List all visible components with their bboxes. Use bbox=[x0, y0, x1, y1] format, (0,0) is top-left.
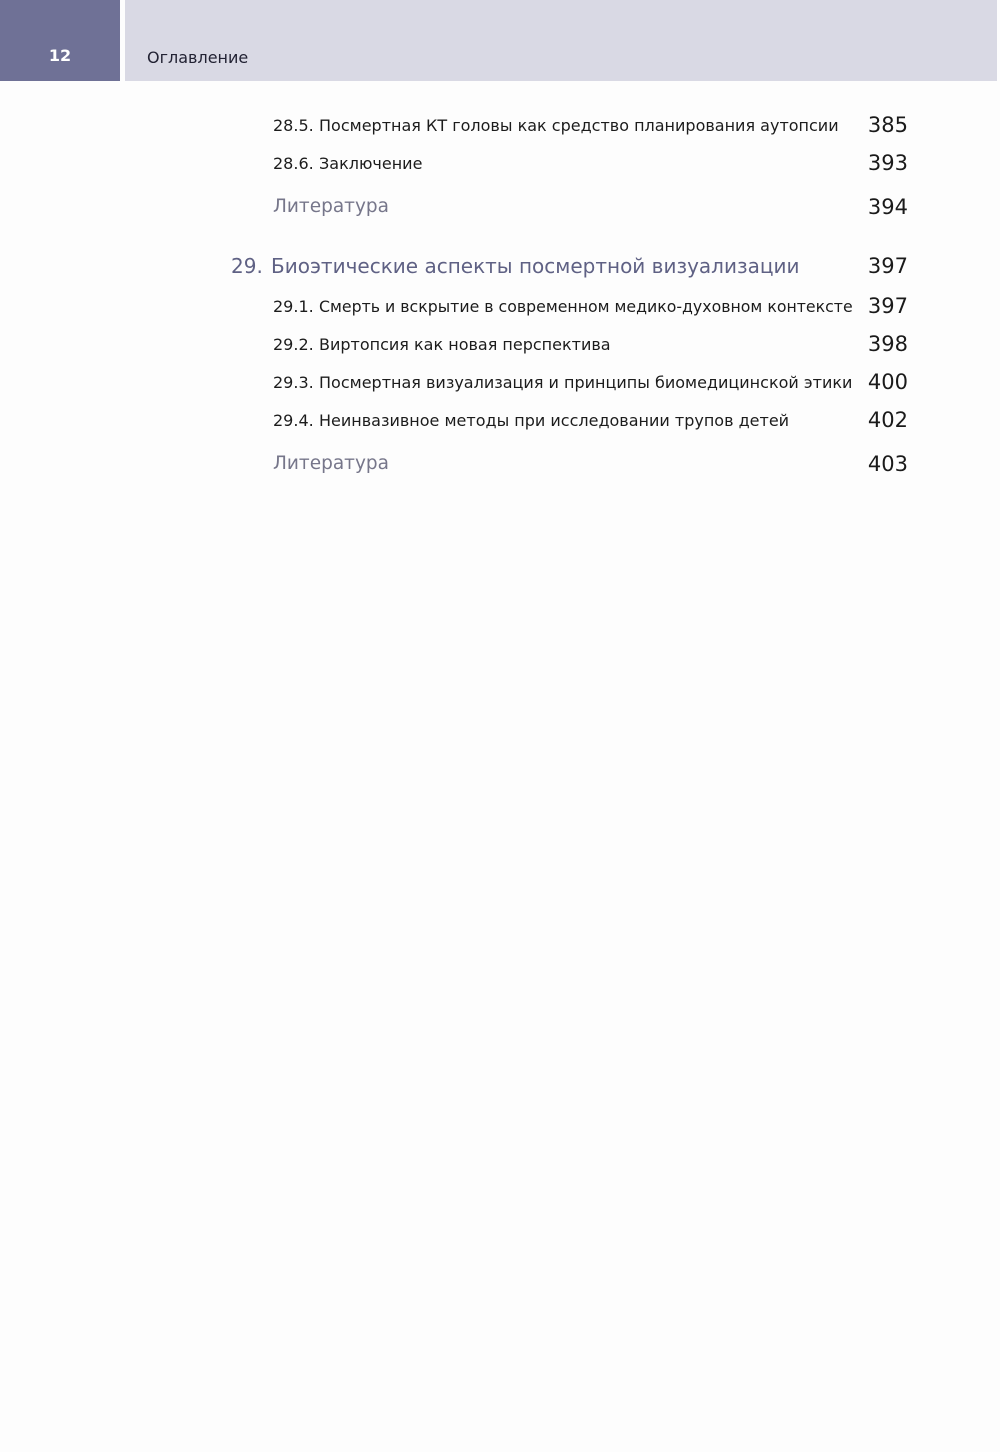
section-title-band bbox=[125, 0, 997, 81]
toc-entry-number: 28.5. bbox=[273, 116, 314, 135]
toc-entry-number: 29.2. bbox=[273, 335, 314, 354]
toc-entry-page: 403 bbox=[867, 452, 908, 476]
toc-chapter-title: Биоэтические аспекты посмертной визуализации bbox=[271, 254, 800, 278]
toc-entry-page: 398 bbox=[867, 332, 908, 356]
toc-entry-title: Заключение bbox=[319, 154, 423, 173]
toc-chapter-number: 29. bbox=[231, 254, 263, 278]
toc-entry-title: Неинвазивное методы при исследовании трупов детей bbox=[319, 411, 790, 430]
toc-entry-page: 400 bbox=[867, 370, 908, 394]
page-header bbox=[0, 0, 1000, 81]
toc-entry-title: Виртопсия как новая перспектива bbox=[319, 335, 611, 354]
toc-entry-title: Литература bbox=[273, 196, 389, 217]
page-number-box bbox=[0, 0, 120, 81]
toc-entry-page: 385 bbox=[867, 113, 908, 137]
toc-entry-page: 402 bbox=[867, 408, 908, 432]
toc-entry-number: 29.4. bbox=[273, 411, 314, 430]
section-title: Оглавление bbox=[147, 48, 249, 67]
toc-entry-number: 29.3. bbox=[273, 373, 314, 392]
toc-entry-page: 393 bbox=[867, 151, 908, 175]
toc-entry-title: Смерть и вскрытие в современном медико-духовном контексте bbox=[319, 297, 853, 316]
page-number: 12 bbox=[48, 46, 72, 65]
toc-entry-page: 397 bbox=[867, 254, 908, 278]
toc-entry-page: 394 bbox=[867, 195, 908, 219]
toc-entry-page: 397 bbox=[867, 294, 908, 318]
toc-entry-title: Посмертная КТ головы как средство планирования аутопсии bbox=[319, 116, 839, 135]
toc-entry-title: Посмертная визуализация и принципы биомедицинской этики bbox=[319, 373, 853, 392]
toc-entry-title: Литература bbox=[273, 453, 389, 474]
toc-entry-number: 28.6. bbox=[273, 154, 314, 173]
toc-entry-number: 29.1. bbox=[273, 297, 314, 316]
